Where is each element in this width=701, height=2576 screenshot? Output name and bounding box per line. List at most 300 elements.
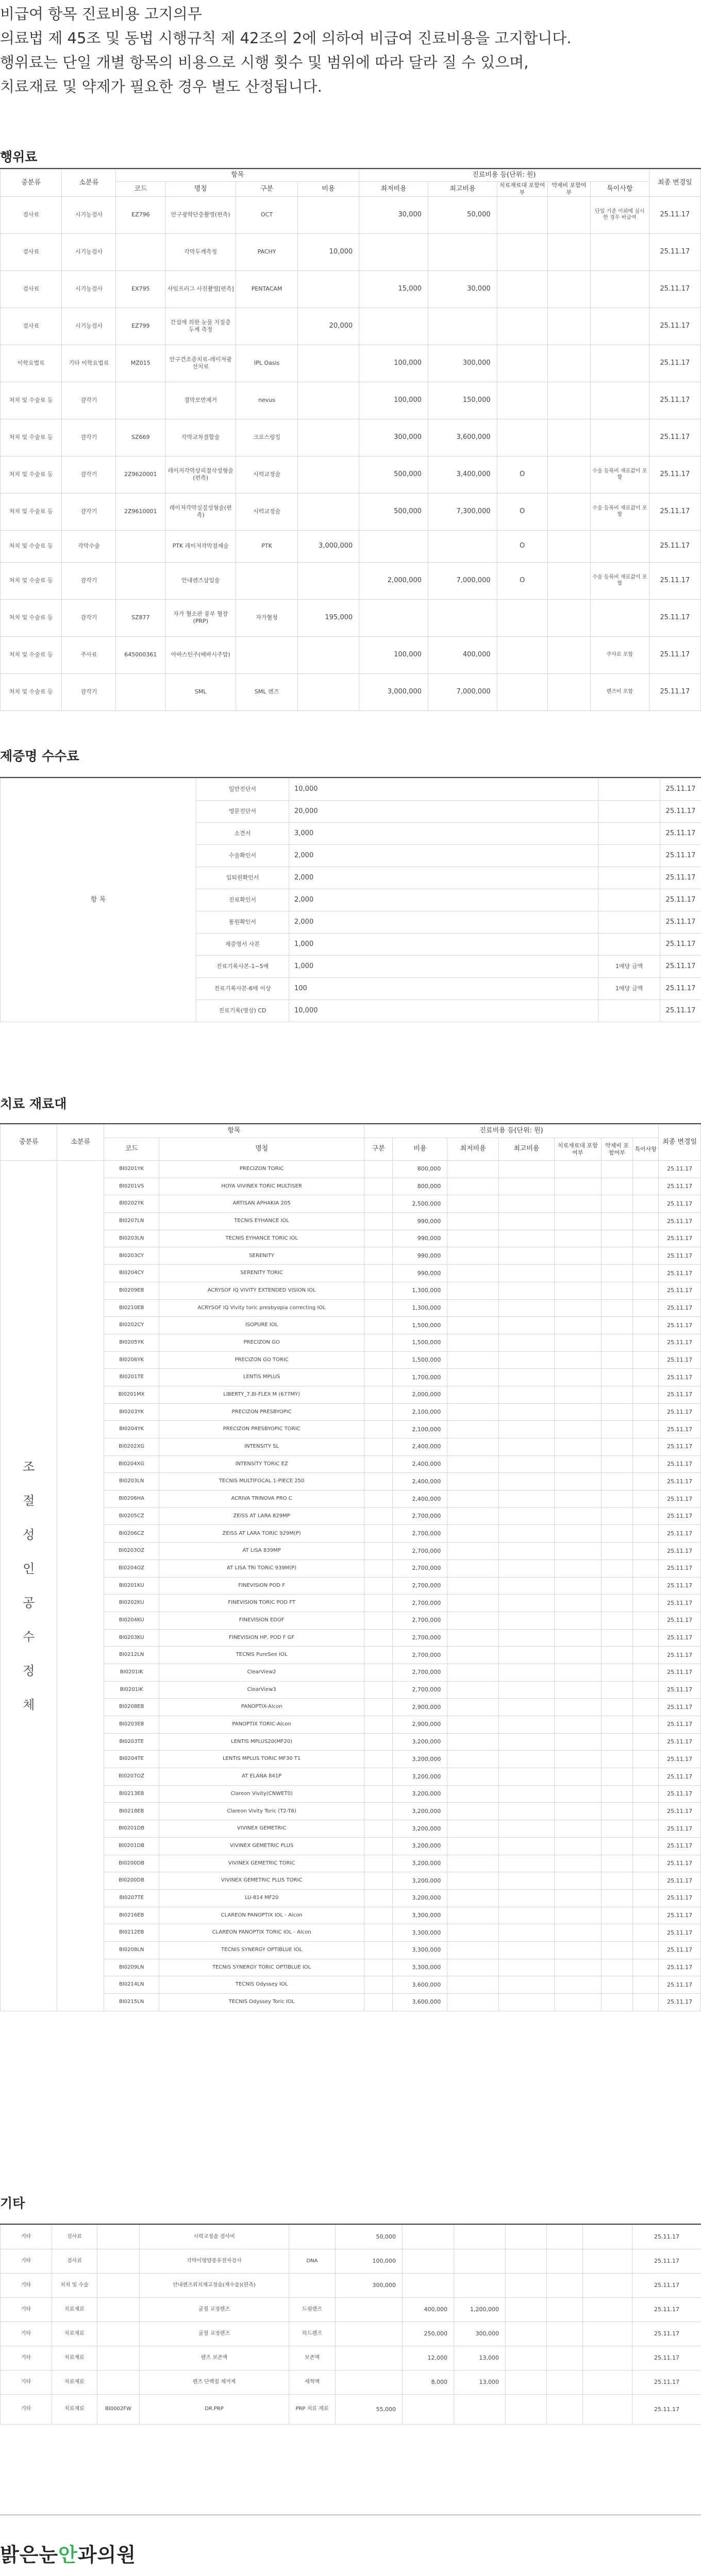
cell-drug: [601, 1837, 633, 1855]
cell-minor: 감각기: [62, 599, 116, 636]
cell-note: [633, 1907, 659, 1924]
cell-type: PRP 치료 재료: [289, 2395, 336, 2425]
table-row: [1, 1507, 701, 1525]
cell-note: [591, 345, 649, 382]
cell-minor: 감각기: [62, 382, 116, 419]
cell-name: ARTISAN APHAKIA 205: [159, 1195, 364, 1213]
materials-title: 치료 재료대: [0, 1096, 67, 1111]
cell-max: [498, 1595, 554, 1612]
cell-name: LIBERTY_7.8I-FLEX M (677MY): [159, 1386, 364, 1403]
cell-min: [447, 1924, 498, 1942]
mat-header-name: 명칭: [159, 1138, 364, 1161]
cell-cost: 2,000: [289, 867, 598, 889]
mat-header-cost: 비용: [393, 1138, 447, 1161]
cell-updated: 25.11.17: [659, 1178, 701, 1195]
cell-material: [555, 1473, 602, 1490]
cell-drug: [547, 493, 591, 530]
cell-type: [364, 1889, 393, 1907]
cell-material: [555, 1455, 602, 1473]
cell-drug: [601, 1577, 633, 1595]
cell-updated: 25.11.17: [660, 867, 701, 889]
cell-type: [364, 1768, 393, 1786]
table-row: [1, 345, 701, 382]
cell-drug: [601, 1369, 633, 1386]
table-row: [1, 1907, 701, 1924]
cell-min: 300,000: [359, 419, 428, 456]
cell-material: [555, 1543, 602, 1560]
cell-cost: 990,000: [393, 1213, 447, 1230]
cell-major: 처치 및 수술료 등: [1, 562, 62, 599]
cell-max: [454, 2249, 506, 2274]
table-row: [1, 778, 701, 801]
cell-updated: 25.11.17: [649, 636, 700, 673]
mat-header-type: 구분: [364, 1138, 393, 1161]
cell-material: [555, 1195, 602, 1213]
cell-code: [116, 530, 165, 562]
cell-code: BI0203EB: [104, 1716, 159, 1734]
cell-material: [497, 196, 547, 233]
table-row: [1, 2249, 701, 2274]
cell-drug: [601, 1195, 633, 1213]
cell-cost: 2,000: [289, 845, 598, 867]
cell-name: TECNIS EYHANCE TORIC IOL: [159, 1230, 364, 1247]
table-row: [1, 1334, 701, 1351]
cell-type: [364, 1543, 393, 1560]
cell-cost: 3,300,000: [393, 1924, 447, 1942]
cell-cost: [297, 493, 359, 530]
cell-note: [633, 1317, 659, 1334]
cell-min: 15,000: [359, 270, 428, 308]
cell-cost: [297, 345, 359, 382]
cell-drug: [547, 562, 591, 599]
cell-min: [447, 1247, 498, 1265]
cell-code: EX795: [116, 270, 165, 308]
cell-min: [447, 1751, 498, 1768]
cell-min: [447, 1733, 498, 1751]
cell-name: 렌즈 보존액: [140, 2346, 289, 2370]
cell-type: [364, 1820, 393, 1838]
cell-material: [555, 1282, 602, 1299]
cell-max: [498, 1247, 554, 1265]
logo-text-post: 과의원: [77, 2544, 136, 2566]
cell-drug: [601, 1716, 633, 1734]
cell-name: VIVINEX GEMETRIC PLUS TORIC: [159, 1872, 364, 1890]
cell-cost: 3,600,000: [393, 1976, 447, 1994]
cell-min: [447, 1716, 498, 1734]
cell-updated: 25.11.17: [659, 1751, 701, 1768]
cell-code: BI0201TE: [104, 1369, 159, 1386]
mat-header-max: 최고비용: [498, 1138, 554, 1161]
cell-min: [447, 1507, 498, 1525]
cell-major: 기타: [1, 2370, 52, 2395]
cell-drug: [601, 1438, 633, 1456]
cell-updated: 25.11.17: [649, 493, 700, 530]
cell-type: [364, 1855, 393, 1872]
cell-drug: [601, 1334, 633, 1351]
cell-material: [497, 382, 547, 419]
cell-min: [447, 1681, 498, 1699]
cell-code: SZ669: [116, 419, 165, 456]
cell-min: [359, 233, 428, 270]
cell-max: [428, 308, 497, 345]
cell-max: [498, 1647, 554, 1664]
cell-updated: 25.11.17: [632, 2395, 701, 2425]
group-char: 인: [23, 1561, 35, 1576]
cell-drug: [601, 1403, 633, 1421]
group-char: 공: [23, 1595, 35, 1610]
cell-material: [506, 2322, 547, 2346]
cell-type: [364, 1473, 393, 1490]
cell-cost: 2,400,000: [393, 1438, 447, 1456]
cell-material: [497, 599, 547, 636]
cell-cost: 2,700,000: [393, 1507, 447, 1525]
cell-type: [364, 1751, 393, 1768]
cell-min: [447, 1473, 498, 1490]
cell-min: 400,000: [403, 2298, 454, 2322]
cell-drug: [601, 1161, 633, 1178]
cell-min: [447, 1699, 498, 1716]
table-row: [1, 1161, 701, 1178]
mat-header-min: 최저비용: [447, 1138, 498, 1161]
cell-note: [633, 1924, 659, 1942]
cell-name: 각막교차결합술: [165, 419, 236, 456]
cell-name: SERENITY: [159, 1247, 364, 1265]
cell-name: PANOPTIX TORIC-Alcon: [159, 1716, 364, 1734]
cell-type: [364, 1699, 393, 1716]
cell-cost: 3,000,000: [297, 530, 359, 562]
cell-material: [497, 636, 547, 673]
cell-min: [447, 1282, 498, 1299]
cell-minor: 감각기: [62, 456, 116, 493]
cell-max: [498, 1525, 554, 1543]
cell-drug: [547, 673, 591, 710]
cell-code: BI0202KU: [104, 1595, 159, 1612]
cell-minor: 치료재료: [52, 2298, 97, 2322]
table-row: [1, 1595, 701, 1612]
cell-code: BI0202YK: [104, 1195, 159, 1213]
cell-material: [555, 1889, 602, 1907]
cell-min: [447, 1889, 498, 1907]
table-row: [1, 270, 701, 308]
cell-cost: 2,900,000: [393, 1699, 447, 1716]
cell-cost: 1,500,000: [393, 1317, 447, 1334]
table-row: [1, 1317, 701, 1334]
cell-drug: [547, 2298, 583, 2322]
cell-max: [498, 1421, 554, 1438]
cell-name: 렌즈 단백질 제거제: [140, 2370, 289, 2395]
cell-material: [555, 1334, 602, 1351]
cell-type: [364, 1994, 393, 2011]
cell-cost: 2,000: [289, 889, 598, 911]
cell-drug: [601, 1507, 633, 1525]
cell-name: FINEVISION TORIC POD FT: [159, 1595, 364, 1612]
cell-type: [364, 1299, 393, 1317]
cell-updated: 25.11.17: [659, 1543, 701, 1560]
cell-minor: 검사료: [52, 2249, 97, 2274]
cell-type: [364, 1230, 393, 1247]
cell-updated: 25.11.17: [660, 845, 701, 867]
cell-minor: 감각기: [62, 493, 116, 530]
intro-line: 비급여 항목 진료비용 고지의무: [0, 5, 202, 23]
cell-name: TECNIS SYNERGY OPTIBLUE IOL: [159, 1941, 364, 1959]
cell-note: [633, 1560, 659, 1577]
cell-max: [454, 2225, 506, 2249]
cell-max: [498, 1768, 554, 1786]
cell-code: BI0204XG: [104, 1455, 159, 1473]
cell-code: BI0205YK: [104, 1334, 159, 1351]
cell-code: BI0201KU: [104, 1577, 159, 1595]
table-row: [1, 1351, 701, 1369]
cell-name: 입퇴원확인서: [196, 867, 289, 889]
cell-material: [506, 2370, 547, 2395]
cell-material: O: [497, 530, 547, 562]
cell-code: BI0207LN: [104, 1213, 159, 1230]
cell-code: 645000361: [116, 636, 165, 673]
table-row: [1, 2298, 701, 2322]
cell-min: [447, 1525, 498, 1543]
cell-name: PRECIZON PRESBYOPIC TORIC: [159, 1421, 364, 1438]
cell-major: 처치 및 수술료 등: [1, 456, 62, 493]
cell-type: DNA: [289, 2249, 336, 2274]
cell-cost: 990,000: [393, 1265, 447, 1282]
cell-note: [633, 1959, 659, 1976]
cell-name: PRECIZON TORIC: [159, 1161, 364, 1178]
cell-name: 일반진단서: [196, 778, 289, 801]
cell-code: BI0205CZ: [104, 1507, 159, 1525]
cell-cost: 1,000: [289, 956, 598, 978]
cell-type: [364, 1595, 393, 1612]
cell-max: 150,000: [428, 382, 497, 419]
cell-major: 기타: [1, 2395, 52, 2425]
cell-note: 수술 등록비 재료값이 포함: [591, 493, 649, 530]
cell-major: 처치 및 수술료 등: [1, 382, 62, 419]
cell-updated: 25.11.17: [659, 1195, 701, 1213]
intro-line: 의료법 제 45조 및 동법 시행규칙 제 42조의 2에 의하여 비급여 진료비용을 고지합니다.: [0, 29, 572, 47]
cell-updated: 25.11.17: [649, 308, 700, 345]
cell-cost: 2,700,000: [393, 1664, 447, 1681]
cell-max: [498, 1386, 554, 1403]
table-row: [1, 1560, 701, 1577]
cell-updated: 25.11.17: [659, 1959, 701, 1976]
cell-code: BI0213EB: [104, 1785, 159, 1803]
cell-code: BI0201MX: [104, 1386, 159, 1403]
cell-type: [364, 1872, 393, 1890]
cell-updated: 25.11.17: [659, 1282, 701, 1299]
cell-min: [447, 1872, 498, 1890]
cell-drug: [547, 2322, 583, 2346]
table-row: [1, 2225, 701, 2249]
table-row: [1, 1803, 701, 1820]
cell-cost: 3,200,000: [393, 1733, 447, 1751]
cell-min: 2,000,000: [359, 562, 428, 599]
cell-material: [506, 2274, 547, 2298]
cell-material: [497, 233, 547, 270]
cell-updated: 25.11.17: [659, 1699, 701, 1716]
cell-material: [555, 1751, 602, 1768]
cell-note: [633, 1577, 659, 1595]
cell-material: [555, 1647, 602, 1664]
cell-name: 통원확인서: [196, 911, 289, 934]
cell-drug: [601, 1959, 633, 1976]
cell-max: [498, 1455, 554, 1473]
table-row: [1, 1195, 701, 1213]
procedures-title: 행위료: [0, 149, 38, 164]
cell-major: 기타: [1, 2225, 52, 2249]
cell-cost: [297, 456, 359, 493]
cell-max: [498, 1976, 554, 1994]
table-row: [1, 1855, 701, 1872]
cell-name: SERENITY TORIC: [159, 1265, 364, 1282]
cell-min: [447, 1230, 498, 1247]
cell-max: [498, 1507, 554, 1525]
materials-body: [1, 1161, 701, 2011]
cell-note: [633, 1282, 659, 1299]
header-minor: 소분류: [62, 170, 116, 197]
cell-name: 수술확인서: [196, 845, 289, 867]
cell-max: [498, 1959, 554, 1976]
cell-minor: 감각기: [62, 562, 116, 599]
cell-max: [498, 1438, 554, 1456]
cell-note: [633, 1265, 659, 1282]
cell-minor: 치료재료: [52, 2370, 97, 2395]
cell-major: 처치 및 수술료 등: [1, 530, 62, 562]
cell-max: [498, 1941, 554, 1959]
cell-major: 기타: [1, 2274, 52, 2298]
cell-name: LENTIS MPLUS: [159, 1369, 364, 1386]
cell-material: [555, 1976, 602, 1994]
cell-note: [598, 845, 660, 867]
cell-note: [583, 2395, 632, 2425]
cell-code: BI0203KU: [104, 1629, 159, 1647]
cell-name: 안내렌즈삽입술: [165, 562, 236, 599]
cell-max: 3,600,000: [428, 419, 497, 456]
mat-header-major: 중분류: [1, 1125, 57, 1161]
table-row: [1, 233, 701, 270]
cell-name: 결막모반제거: [165, 382, 236, 419]
table-row: [1, 1299, 701, 1317]
cell-cost: 2,700,000: [393, 1560, 447, 1577]
cell-cost: 2,400,000: [393, 1473, 447, 1490]
cell-material: [555, 1612, 602, 1629]
cell-code: SZ877: [116, 599, 165, 636]
group-char: 수: [23, 1629, 35, 1644]
cell-type: [364, 1195, 393, 1213]
cell-type: [364, 1178, 393, 1195]
cell-cost: 2,700,000: [393, 1681, 447, 1699]
cell-min: [447, 1907, 498, 1924]
cell-note: [633, 1369, 659, 1386]
cell-code: [116, 673, 165, 710]
cell-drug: [547, 636, 591, 673]
cell-cost: 2,000: [289, 911, 598, 934]
group-char: 성: [23, 1527, 35, 1542]
cell-updated: 25.11.17: [659, 1351, 701, 1369]
cell-updated: 25.11.17: [660, 956, 701, 978]
cell-min: [403, 2395, 454, 2425]
cell-max: [498, 1351, 554, 1369]
procedures-body: [1, 196, 701, 710]
cell-type: [364, 1403, 393, 1421]
cell-type: [364, 1161, 393, 1178]
cell-min: [447, 1768, 498, 1786]
table-row: [1, 1247, 701, 1265]
cell-material: [506, 2346, 547, 2370]
cell-note: [633, 1785, 659, 1803]
cell-max: [498, 1612, 554, 1629]
cell-material: [555, 1560, 602, 1577]
table-row: [1, 1369, 701, 1386]
cell-drug: [547, 2370, 583, 2395]
cell-updated: 25.11.17: [659, 1161, 701, 1178]
cell-min: [447, 1455, 498, 1473]
cell-material: [555, 1577, 602, 1595]
cell-code: BI0210EB: [104, 1299, 159, 1317]
certificates-title: 제증명 수수료: [0, 749, 79, 764]
cell-updated: 25.11.17: [632, 2370, 701, 2395]
cell-cost: 2,100,000: [393, 1421, 447, 1438]
cell-code: [97, 2322, 140, 2346]
cell-cost: 50,000: [336, 2225, 403, 2249]
cell-note: [633, 1595, 659, 1612]
cell-drug: [601, 1490, 633, 1508]
cell-material: O: [497, 562, 547, 599]
cell-code: BI0216EB: [104, 1907, 159, 1924]
cell-updated: 25.11.17: [659, 1577, 701, 1595]
cell-note: [583, 2225, 632, 2249]
cell-updated: 25.11.17: [659, 1612, 701, 1629]
cell-code: BI0207OZ: [104, 1768, 159, 1786]
header-material: 치료재료대 포함여부: [497, 182, 547, 197]
cell-drug: [601, 1629, 633, 1647]
cell-material: [555, 1247, 602, 1265]
logo-text-accent: 안: [58, 2544, 78, 2566]
cell-note: [633, 1994, 659, 2011]
cell-updated: 25.11.17: [659, 1629, 701, 1647]
cell-max: [498, 1872, 554, 1890]
cell-drug: [547, 2249, 583, 2274]
cell-max: 13,000: [454, 2370, 506, 2395]
cell-drug: [601, 1230, 633, 1247]
cell-cost: 10,000: [289, 778, 598, 801]
cell-drug: [601, 1785, 633, 1803]
cell-code: BI0203OZ: [104, 1543, 159, 1560]
cell-drug: [601, 1768, 633, 1786]
cell-code: BI0204OZ: [104, 1560, 159, 1577]
cell-drug: [601, 1351, 633, 1369]
cell-type: [364, 1664, 393, 1681]
cell-note: [633, 1351, 659, 1369]
cell-max: [498, 1751, 554, 1768]
cell-minor: 치료재료: [52, 2346, 97, 2370]
cell-updated: 25.11.17: [632, 2346, 701, 2370]
cell-cost: [297, 419, 359, 456]
mat-header-range: 진료비용 등(단위: 원): [364, 1125, 659, 1138]
table-row: [1, 1699, 701, 1716]
cell-updated: 25.11.17: [660, 801, 701, 823]
cell-type: [364, 1421, 393, 1438]
table-row: [1, 1647, 701, 1664]
cell-min: [447, 1803, 498, 1820]
cell-updated: 25.11.17: [632, 2322, 701, 2346]
cell-material: [555, 1525, 602, 1543]
cell-type: [364, 1455, 393, 1473]
cell-name: Clareon Vivity(CNWET0): [159, 1785, 364, 1803]
cell-cost: 2,900,000: [393, 1716, 447, 1734]
table-row: [1, 1282, 701, 1299]
cell-min: 100,000: [359, 636, 428, 673]
cell-major: 검사료: [1, 308, 62, 345]
cell-updated: 25.11.17: [659, 1213, 701, 1230]
